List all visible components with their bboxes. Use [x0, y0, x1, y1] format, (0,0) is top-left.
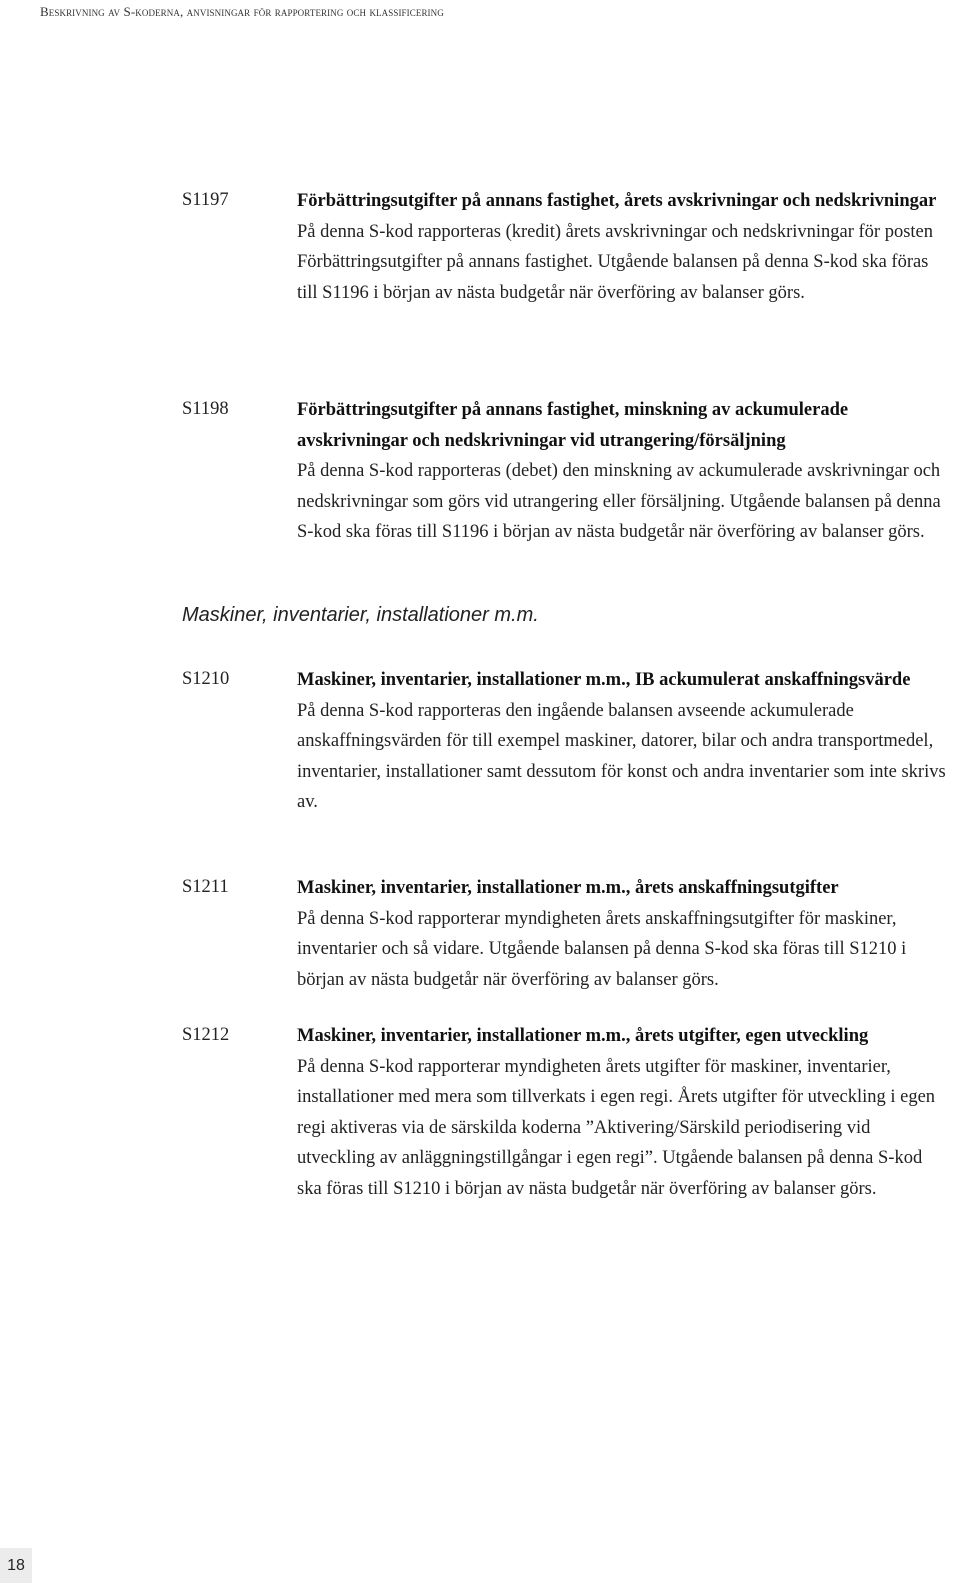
entry-body — [297, 873, 947, 995]
entry-code: S1212 — [182, 1025, 230, 1045]
page-number: 18 — [0, 1548, 32, 1583]
entry-title: Maskiner, inventarier, installationer m.m., årets anskaffningsutgifter — [297, 878, 839, 898]
entry-description: På denna S-kod rapporteras (debet) den minskning av ackumulerade avskrivningar och nedskrivningar som görs vid utrangering eller försäljning. Utgående balansen på denna S-kod ska föras till S1196 i början av nästa budgetår när överföring av balanser görs. — [297, 461, 941, 542]
entry-description: På denna S-kod rapporterar myndigheten årets utgifter för maskiner, inventarier, installationer med mera som tillverkats i egen regi. Årets utgifter för utveckling i egen regi aktiveras via de särskilda koderna ”Aktivering/Särskild periodisering vid utveckling av anläggningstillgångar i egen regi”. Utgående balansen på denna S-kod ska föras till S1210 i början av nästa budgetår när överföring av balanser görs. — [297, 1056, 936, 1199]
entry-code: S1198 — [182, 399, 229, 419]
running-header: Beskrivning av S-koderna, anvisningar för rapportering och klassificering — [40, 4, 444, 19]
entry-description: På denna S-kod rapporteras (kredit) årets avskrivningar och nedskrivningar för posten Förbättringsutgifter på annans fastighet. Utgående balansen på denna S-kod ska föras till S1196 i början av nästa budgetår när överföring av balanser görs. — [297, 221, 934, 303]
entry-body — [297, 395, 947, 548]
section-heading: Maskiner, inventarier, installationer m.m. — [182, 604, 539, 626]
entry-description: På denna S-kod rapporterar myndigheten årets anskaffningsutgifter för maskiner, inventarier och så vidare. Utgående balansen på denna S-kod ska föras till S1210 i början av nästa budgetår när överföring av balanser görs. — [297, 908, 907, 990]
entry-description: På denna S-kod rapporteras den ingående balansen avseende ackumulerade anskaffningsvärden för till exempel maskiner, datorer, bilar och andra transportmedel, inventarier, installationer samt dessutom för konst och andra inventarier som inte skrivs av. — [297, 700, 946, 812]
entry-title: Maskiner, inventarier, installationer m.m., årets utgifter, egen utveckling — [297, 1026, 869, 1046]
entry-title: Förbättringsutgifter på annans fastighet, årets avskrivningar och nedskrivningar — [297, 191, 937, 211]
entry-code: S1197 — [182, 190, 229, 210]
entry-body — [297, 186, 947, 308]
entry-body — [297, 1021, 947, 1204]
entry-title: Maskiner, inventarier, installationer m.m., IB ackumulerat anskaffningsvärde — [297, 670, 911, 690]
entry-code: S1211 — [182, 877, 229, 897]
entry-code: S1210 — [182, 669, 230, 689]
entry-title: Förbättringsutgifter på annans fastighet, minskning av ackumulerade avskrivningar och nedskrivningar vid utrangering/försäljning — [297, 400, 849, 451]
entry-body — [297, 665, 947, 818]
